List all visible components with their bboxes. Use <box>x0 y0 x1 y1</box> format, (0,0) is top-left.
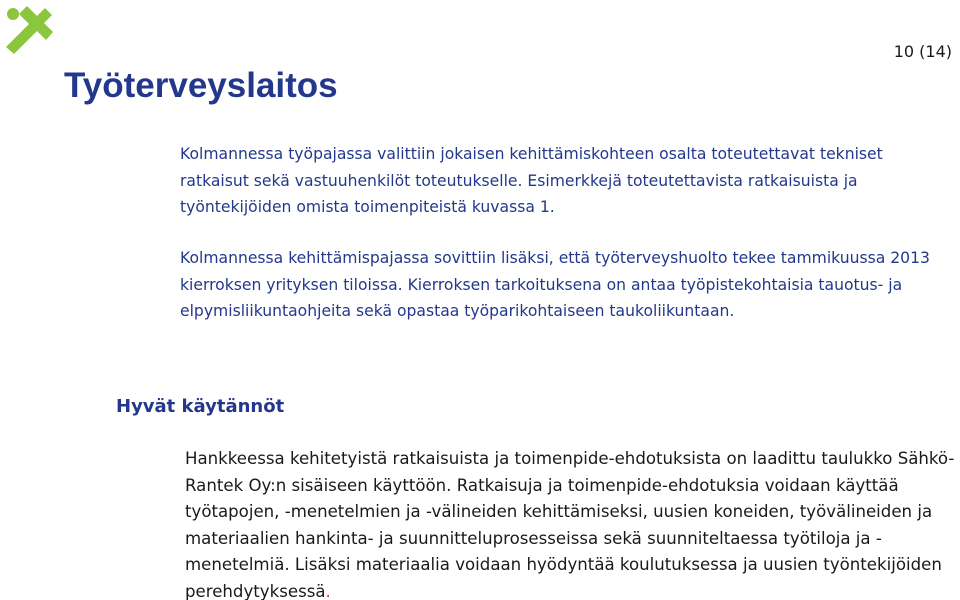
page-number: 10 (14) <box>893 42 952 61</box>
paragraph-workshop-solutions: Kolmannessa työpajassa valittiin jokaisen kehittämiskohteen osalta toteutettavat tekniset ratkaisut sekä vastuuhenkilöt toteutukselle. Esimerkkejä toteutettavista ratkaisuista ja työntekijöiden omista toimenpiteistä kuvassa 1. <box>180 145 883 217</box>
logo-mark-icon <box>0 0 60 70</box>
paragraph-good-practices-text: Hankkeessa kehitetyistä ratkaisuista ja toimenpide-ehdotuksista on laadittu taulukko Sähkö-Rantek Oy:n sisäiseen käyttöön. Ratkaisuja ja toimenpide-ehdotuksia voidaan käyttää työtapojen, -menetelmien ja -välineiden kehittämiseksi, uusien koneiden, työvälineiden ja materiaalien hankinta- ja suunnitteluprosesseissa sekä suunniteltaessa työtiloja ja -menetelmiä. Lisäksi materiaalia voidaan hyödyntää koulutuksessa ja uusien työntekijöiden perehdytyksessä <box>185 449 955 600</box>
paragraph-health-round: Kolmannessa kehittämispajassa sovittiin lisäksi, että työterveyshuolto tekee tammikuussa 2013 kierroksen yrityksen tiloissa. Kierroksen tarkoituksena on antaa työpistekohtaisia tauotus- ja elpymisliikuntaohjeita sekä opastaa työparikohtaiseen taukoliikuntaan. <box>180 249 930 321</box>
paragraph-end-dot: . <box>325 581 331 600</box>
logo-dot-icon <box>7 8 19 20</box>
section-heading: Hyvät käytännöt <box>116 396 285 417</box>
logo-wordmark: Työterveyslaitos <box>64 66 338 105</box>
paragraph-good-practices <box>185 446 955 600</box>
